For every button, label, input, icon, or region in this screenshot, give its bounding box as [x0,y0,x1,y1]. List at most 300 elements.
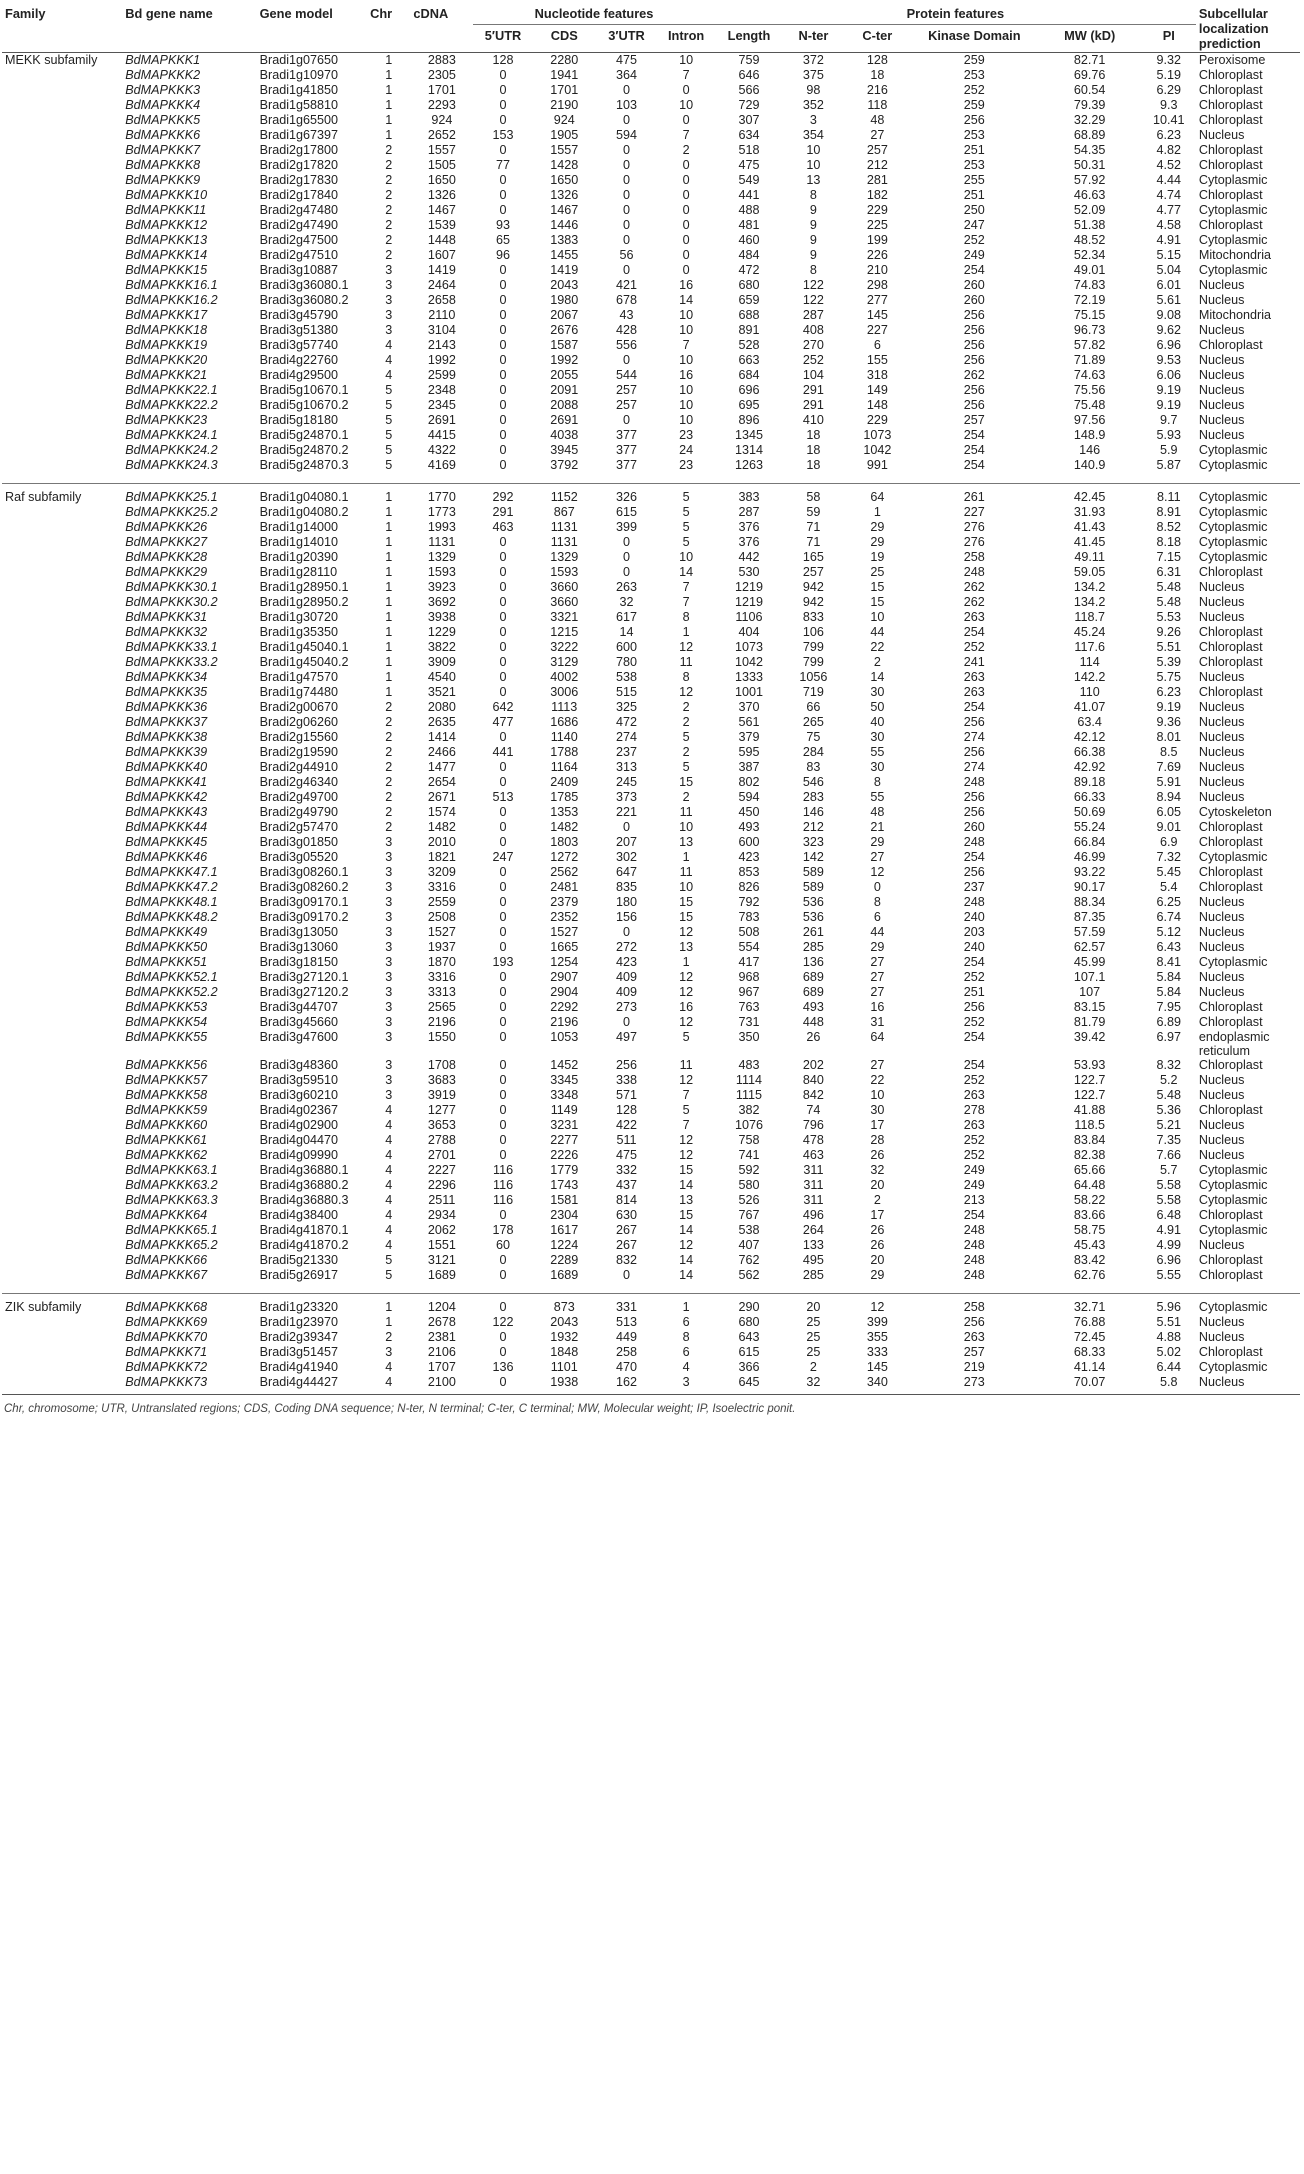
value-cell: 1 [385,685,393,699]
value-cell: 0 [623,353,631,367]
localization-cell: Nucleus [1198,353,1245,367]
value-cell: 273 [616,1000,638,1014]
value-cell: 377 [616,458,638,472]
localization-cell: Nucleus [1198,1118,1245,1132]
table-row [2,1015,1300,1030]
value-cell: 1001 [734,685,763,699]
gene-model-cell: Bradi1g14010 [259,535,339,549]
value-cell: 210 [866,263,888,277]
gene-model-cell: Bradi2g06260 [259,715,339,729]
value-cell: 116 [493,1178,514,1192]
family-cell [2,1030,122,1058]
family-cell [2,565,122,580]
value-cell: 0 [499,113,507,127]
value-cell: 478 [802,1133,824,1147]
gene-name-cell: BdMAPKKK52.1 [125,970,218,984]
value-cell: 0 [499,83,507,97]
value-cell: 2907 [550,970,579,984]
table-row [2,233,1300,248]
family-cell [2,1103,122,1118]
value-cell: 32.71 [1073,1300,1106,1314]
value-cell: 2 [385,173,393,187]
value-cell: 3345 [550,1073,579,1087]
value-cell: 0 [682,233,690,247]
value-cell: 2280 [550,53,579,67]
value-cell: 41.88 [1073,1103,1106,1117]
localization-cell: Nucleus [1198,398,1245,412]
value-cell: 1428 [550,158,579,172]
value-cell: 1164 [550,760,578,774]
value-cell: 3792 [550,458,579,472]
family-cell [2,443,122,458]
value-cell: 383 [738,490,760,504]
value-cell: 202 [802,1058,824,1072]
value-cell: 5.48 [1156,595,1182,609]
value-cell: 145 [866,308,888,322]
value-cell: 5 [682,1030,690,1044]
gene-model-cell: Bradi5g10670.2 [259,398,349,412]
value-cell: 71 [806,520,821,534]
value-cell: 417 [738,955,760,969]
value-cell: 3 [385,278,393,292]
family-cell [2,1118,122,1133]
value-cell: 248 [963,775,985,789]
value-cell: 659 [738,293,760,307]
value-cell: 826 [738,880,760,894]
localization-cell: Chloroplast [1198,1345,1263,1359]
table-row [2,715,1300,730]
value-cell: 0 [682,113,690,127]
table-row [2,880,1300,895]
value-cell: 6 [873,910,881,924]
gene-name-cell: BdMAPKKK51 [125,955,208,969]
gene-model-cell: Bradi4g02367 [259,1103,339,1117]
value-cell: 12 [679,925,694,939]
gene-name-cell: BdMAPKKK25.1 [125,490,218,504]
gene-name-cell: BdMAPKKK61 [125,1133,208,1147]
value-cell: 3 [385,293,393,307]
localization-cell: Cytoplasmic [1198,203,1268,217]
value-cell: 4002 [550,670,579,684]
value-cell: 1073 [863,428,892,442]
family-cell [2,895,122,910]
gene-name-cell: BdMAPKKK13 [125,233,208,247]
value-cell: 1617 [550,1223,579,1237]
value-cell: 2293 [427,98,456,112]
value-cell: 600 [738,835,760,849]
gene-name-cell: BdMAPKKK44 [125,820,208,834]
family-cell [2,1163,122,1178]
value-cell: 5.87 [1156,458,1182,472]
value-cell: 14 [679,293,694,307]
table-footnote: Chr, chromosome; UTR, Untranslated regions; CDS, Coding DNA sequence; N-ter, N terminal; C-ter, C terminal; MW, Molecular weight; IP, Isoelectric ponit. [4,1403,796,1415]
value-cell: 1708 [427,1058,456,1072]
value-cell: 283 [802,790,824,804]
localization-cell: Nucleus [1198,1375,1245,1389]
value-cell: 8 [809,263,817,277]
value-cell: 4 [385,1193,393,1207]
value-cell: 2067 [550,308,579,322]
value-cell: 5.9 [1160,443,1178,457]
value-cell: 45.43 [1073,1238,1106,1252]
value-cell: 615 [738,1345,760,1359]
gene-model-cell: Bradi4g09990 [259,1148,339,1162]
value-cell: 5.84 [1156,985,1182,999]
table-row [2,1208,1300,1223]
value-cell: 3822 [427,640,456,654]
localization-cell: Cytoplasmic [1198,1360,1268,1374]
value-cell: 571 [616,1088,638,1102]
value-cell: 338 [616,1073,638,1087]
table-row [2,535,1300,550]
value-cell: 354 [802,128,824,142]
value-cell: 20 [806,1300,821,1314]
gene-name-cell: BdMAPKKK19 [125,338,208,352]
value-cell: 2043 [550,1315,579,1329]
value-cell: 259 [963,53,985,67]
value-cell: 2305 [427,68,456,82]
localization-cell: Cytoplasmic [1198,550,1268,564]
value-cell: 83.84 [1073,1133,1106,1147]
family-cell [2,745,122,760]
value-cell: 40 [870,715,885,729]
value-cell: 3653 [427,1118,456,1132]
gene-model-cell: Bradi2g00670 [259,700,339,714]
value-cell: 1650 [427,173,456,187]
value-cell: 16 [679,368,694,382]
value-cell: 1980 [550,293,579,307]
value-cell: 5.58 [1156,1193,1182,1207]
gene-name-cell: BdMAPKKK68 [125,1300,208,1314]
gene-model-cell: Bradi1g30720 [259,610,339,624]
value-cell: 44 [870,625,885,639]
value-cell: 50 [870,700,885,714]
localization-cell: Nucleus [1198,595,1245,609]
localization-cell: Nucleus [1198,1238,1245,1252]
gene-model-cell: Bradi3g27120.2 [259,985,349,999]
value-cell: 9 [809,248,817,262]
value-cell: 2 [682,700,690,714]
localization-cell: Chloroplast [1198,218,1263,232]
gene-name-cell: BdMAPKKK6 [125,128,201,142]
value-cell: 1785 [550,790,579,804]
value-cell: 254 [963,1208,985,1222]
value-cell: 3 [385,895,393,909]
family-cell [2,910,122,925]
value-cell: 3 [385,835,393,849]
value-cell: 52.09 [1073,203,1106,217]
gene-model-cell: Bradi3g60210 [259,1088,339,1102]
table-row [2,398,1300,413]
family-cell [2,970,122,985]
value-cell: 134.2 [1073,580,1106,594]
value-cell: 1326 [427,188,456,202]
gene-name-cell: BdMAPKKK15 [125,263,208,277]
gene-name-cell: BdMAPKKK53 [125,1000,208,1014]
value-cell: 1042 [863,443,892,457]
value-cell: 1204 [427,1300,456,1314]
localization-cell: Cytoplasmic [1198,173,1268,187]
value-cell: 22 [870,1073,885,1087]
gene-name-cell: BdMAPKKK4 [125,98,201,112]
value-cell: 2599 [427,368,456,382]
family-cell [2,715,122,730]
family-cell [2,595,122,610]
value-cell: 240 [963,910,985,924]
value-cell: 3231 [550,1118,579,1132]
localization-cell: Chloroplast [1198,640,1263,654]
value-cell: 39.42 [1073,1030,1106,1044]
value-cell: 54.35 [1073,143,1106,157]
table-row [2,865,1300,880]
gene-name-cell: BdMAPKKK47.2 [125,880,218,894]
value-cell: 2091 [550,383,579,397]
value-cell: 409 [616,970,638,984]
table-row [2,760,1300,775]
value-cell: 76.88 [1073,1315,1106,1329]
value-cell: 0 [623,1015,631,1029]
value-cell: 0 [499,1015,507,1029]
family-cell [2,760,122,775]
value-cell: 441 [738,188,760,202]
value-cell: 15 [679,1163,694,1177]
value-cell: 110 [1079,685,1100,699]
value-cell: 2110 [428,308,456,322]
value-cell: 18 [806,428,821,442]
value-cell: 1 [385,98,393,112]
value-cell: 254 [963,263,985,277]
value-cell: 8.41 [1156,955,1182,969]
value-cell: 0 [623,203,631,217]
value-cell: 153 [492,128,514,142]
gene-model-cell: Bradi1g74480 [259,685,339,699]
value-cell: 1607 [427,248,456,262]
value-cell: 2080 [427,700,456,714]
value-cell: 256 [963,338,985,352]
value-cell: 3 [385,1015,393,1029]
gene-model-cell: Bradi1g23320 [259,1300,339,1314]
gene-model-cell: Bradi4g44427 [259,1375,339,1389]
value-cell: 68.33 [1073,1345,1106,1359]
value-cell: 678 [616,293,638,307]
value-cell: 23 [679,428,694,442]
localization-cell: Chloroplast [1198,143,1263,157]
value-cell: 5.53 [1156,610,1182,624]
value-cell: 333 [866,1345,888,1359]
value-cell: 182 [866,188,888,202]
value-cell: 75 [806,730,821,744]
value-cell: 1557 [550,143,579,157]
value-cell: 75.56 [1073,383,1106,397]
localization-cell: Nucleus [1198,940,1245,954]
value-cell: 617 [616,610,638,624]
value-cell: 82.71 [1073,53,1106,67]
value-cell: 27 [870,985,885,999]
value-cell: 1 [385,505,393,519]
family-cell: ZIK subfamily [5,1300,82,1314]
family-cell [2,458,122,473]
value-cell: 274 [963,760,985,774]
value-cell: 88.34 [1073,895,1106,909]
value-cell: 0 [499,610,507,624]
gene-name-cell: BdMAPKKK27 [125,535,208,549]
value-cell: 448 [802,1015,824,1029]
value-cell: 0 [499,1148,507,1162]
value-cell: 1219 [734,580,763,594]
value-cell: 256 [963,323,985,337]
value-cell: 18 [806,443,821,457]
value-cell: 12 [679,985,694,999]
value-cell: 0 [499,428,507,442]
table-row [2,730,1300,745]
value-cell: 1101 [550,1360,578,1374]
family-cell [2,68,122,83]
value-cell: 5.48 [1156,1088,1182,1102]
value-cell: 1076 [734,1118,763,1132]
value-cell: 263 [963,1330,985,1344]
value-cell: 5.02 [1156,1345,1182,1359]
localization-cell: Nucleus [1198,925,1245,939]
value-cell: 281 [866,173,888,187]
value-cell: 379 [738,730,760,744]
value-cell: 79.39 [1073,98,1106,112]
value-cell: 1 [385,535,393,549]
value-cell: 1686 [550,715,579,729]
table-row [2,565,1300,580]
value-cell: 741 [738,1148,760,1162]
value-cell: 1333 [734,670,763,684]
value-cell: 251 [963,143,985,157]
value-cell: 5.4 [1160,880,1178,894]
value-cell: 254 [963,1058,985,1072]
localization-cell: Nucleus [1198,428,1245,442]
value-cell: 407 [738,1238,760,1252]
value-cell: 0 [623,413,631,427]
family-cell [2,353,122,368]
value-cell: 7.69 [1156,760,1182,774]
value-cell: 291 [802,398,824,412]
family-cell [2,880,122,895]
value-cell: 3 [385,1058,393,1072]
gene-model-cell: Bradi2g17830 [259,173,339,187]
value-cell: 4169 [427,458,456,472]
value-cell: 42.12 [1073,730,1106,744]
value-cell: 0 [499,535,507,549]
table-row [2,1103,1300,1118]
value-cell: 0 [499,550,507,564]
value-cell: 1467 [550,203,579,217]
value-cell: 292 [492,490,514,504]
value-cell: 8 [873,895,881,909]
value-cell: 6.25 [1156,895,1182,909]
value-cell: 248 [963,835,985,849]
value-cell: 0 [499,910,507,924]
value-cell: 3 [385,880,393,894]
gene-name-cell: BdMAPKKK28 [125,550,208,564]
value-cell: 263 [963,1118,985,1132]
localization-cell: Mitochondria [1198,308,1271,322]
table-row [2,1178,1300,1193]
gene-model-cell: Bradi5g21330 [259,1253,339,1267]
value-cell: 1992 [427,353,456,367]
value-cell: 74 [806,1103,821,1117]
family-cell [2,158,122,173]
table-row [2,1058,1300,1073]
table-row [2,203,1300,218]
value-cell: 20 [870,1253,885,1267]
value-cell: 2196 [550,1015,579,1029]
table-row [2,595,1300,610]
value-cell: 450 [738,805,760,819]
value-cell: 254 [963,428,985,442]
value-cell: 9.7 [1160,413,1178,427]
value-cell: 0 [499,1253,507,1267]
value-cell: 6 [682,1315,690,1329]
value-cell: 72.45 [1073,1330,1106,1344]
family-cell [2,263,122,278]
value-cell: 46.99 [1073,850,1106,864]
value-cell: 0 [623,143,631,157]
value-cell: 58.75 [1073,1223,1106,1237]
value-cell: 2 [682,745,690,759]
table-row [2,383,1300,398]
value-cell: 25 [806,1315,821,1329]
gene-model-cell: Bradi5g10670.1 [259,383,349,397]
value-cell: 1 [682,955,690,969]
value-cell: 2 [385,790,393,804]
value-cell: 13 [679,1193,694,1207]
value-cell: 4540 [427,670,456,684]
value-cell: 48.52 [1073,233,1106,247]
value-cell: 59.05 [1073,565,1106,579]
value-cell: 0 [682,83,690,97]
value-cell: 1277 [427,1103,456,1117]
value-cell: 0 [499,1073,507,1087]
value-cell: 26 [870,1223,885,1237]
value-cell: 1593 [427,565,456,579]
gene-name-cell: BdMAPKKK41 [125,775,208,789]
value-cell: 8.01 [1156,730,1182,744]
value-cell: 463 [802,1148,824,1162]
value-cell: 0 [499,820,507,834]
value-cell: 5 [385,1268,393,1282]
value-cell: 256 [963,790,985,804]
value-cell: 14 [870,670,885,684]
value-cell: 3104 [427,323,456,337]
value-cell: 562 [738,1268,760,1282]
value-cell: 25 [806,1330,821,1344]
value-cell: 1505 [427,158,456,172]
value-cell: 1 [682,1300,690,1314]
value-cell: 1905 [550,128,579,142]
table-row [2,413,1300,428]
table-row [2,338,1300,353]
family-cell [2,248,122,263]
value-cell: 256 [963,715,985,729]
value-cell: 364 [616,68,638,82]
value-cell: 7 [682,580,690,594]
value-cell: 245 [616,775,638,789]
table-row [2,835,1300,850]
value-cell: 2227 [427,1163,456,1177]
gene-name-cell: BdMAPKKK65.2 [125,1238,218,1252]
localization-cell: Mitochondria [1198,248,1271,262]
value-cell: 767 [738,1208,760,1222]
gene-model-cell: Bradi4g29500 [259,368,339,382]
value-cell: 82.38 [1073,1148,1106,1162]
value-cell: 262 [963,368,985,382]
table-row [2,128,1300,143]
